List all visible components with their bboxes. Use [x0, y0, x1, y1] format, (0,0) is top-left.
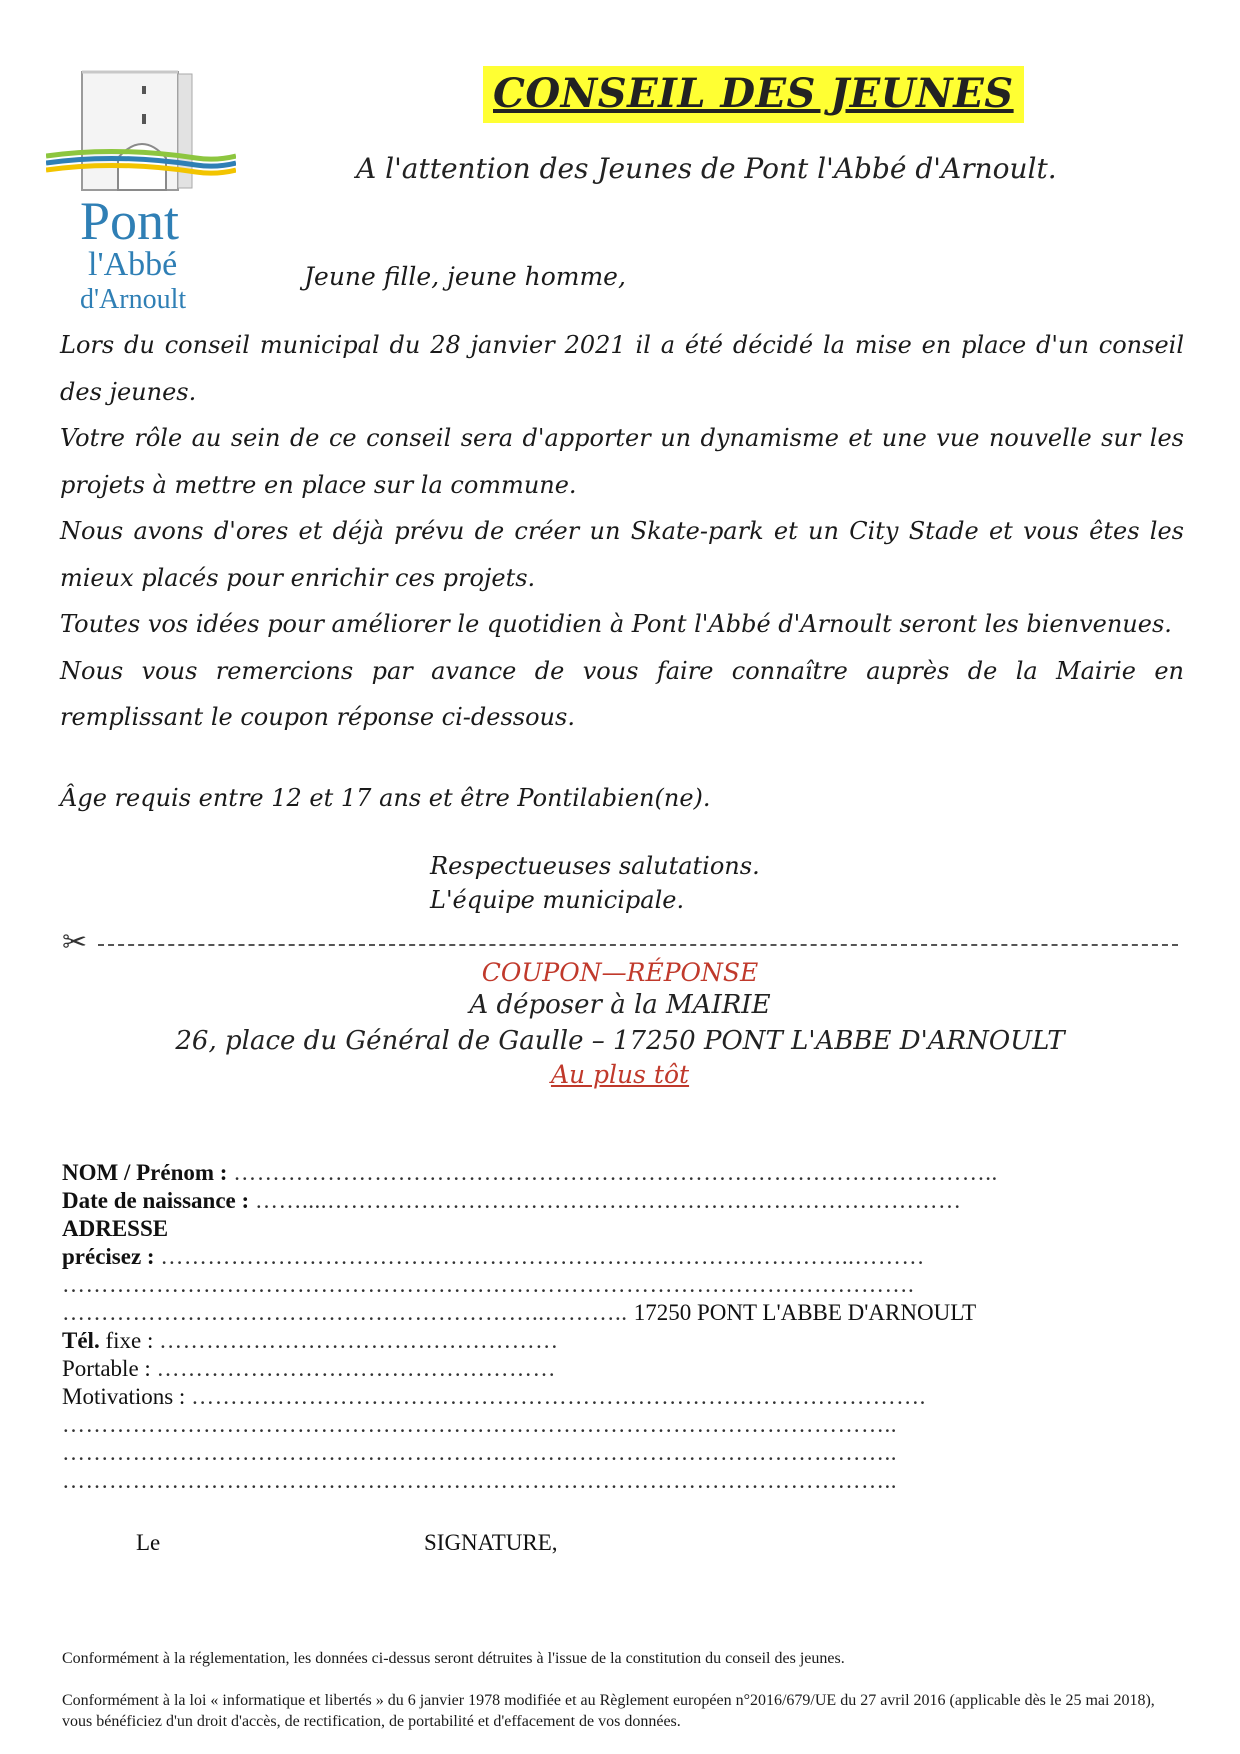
- date-label: Le: [136, 1530, 161, 1555]
- logo-text-abbe: l'Abbé: [88, 246, 178, 283]
- mobile-field[interactable]: ……………………………………………: [156, 1356, 557, 1381]
- letter-paragraph: Nous vous remercions par avance de vous faire connaître auprès de la Mairie en remplissant le coupon réponse ci-dessous.: [60, 656, 1184, 731]
- form-row-phone: [62, 1328, 559, 1354]
- coupon-title: COUPON—RÉPONSE: [481, 958, 759, 987]
- address-field-line2[interactable]: ……………………………………………………………………………………………….: [62, 1272, 915, 1297]
- birthdate-field[interactable]: ……....………………………………………………………………………: [254, 1188, 962, 1213]
- form-row-address: [62, 1244, 925, 1270]
- letter-body: [60, 322, 1184, 741]
- birthdate-label: Date de naissance :: [62, 1188, 250, 1213]
- legal-notice-retention: Conformément à la réglementation, les données ci-dessus seront détruites à l'issue de la constitution du conseil des jeunes.: [62, 1650, 845, 1667]
- phone-field[interactable]: ……………………………………………: [159, 1328, 559, 1353]
- form-row-birthdate: [62, 1188, 961, 1214]
- motivations-field-line3[interactable]: ……………………………………………………………………………………………..: [62, 1440, 897, 1465]
- coupon-address: 26, place du Général de Gaulle – 17250 PONT L'ABBE D'ARNOULT: [175, 1026, 1065, 1056]
- municipality-logo: [46, 62, 236, 322]
- logo-text-arnoult: d'Arnoult: [80, 284, 187, 315]
- legal-notice-gdpr: Conformément à la loi « informatique et libertés » du 6 janvier 1978 modifiée et au Règlement européen n°2016/679/UE du 27 avril 2016 (applicable dès le 25 mai 2018), vous bénéficiez d'un droit d'accès, de rectification, de portabilité et d'effacement de vos données.: [62, 1692, 1155, 1730]
- motivations-field-line2[interactable]: ……………………………………………………………………………………………..: [62, 1412, 897, 1437]
- address-field-line1[interactable]: ……………………………………………………………………………..………: [160, 1244, 925, 1269]
- age-requirement: Âge requis entre 12 et 17 ans et être Pontilabien(ne).: [60, 784, 711, 812]
- letter-paragraph: Lors du conseil municipal du 28 janvier 2021 il a été décidé la mise en place d'un conseil des jeunes.: [60, 331, 1184, 406]
- scissors-icon: ✂: [62, 926, 88, 959]
- motivations-field-line1[interactable]: ………………………………………………………………………………….: [191, 1384, 926, 1409]
- mobile-label: Portable :: [62, 1356, 151, 1381]
- phone-label: fixe :: [99, 1328, 154, 1353]
- coupon-deposit-line: A déposer à la MAIRIE: [469, 990, 771, 1020]
- letter-paragraph: Nous avons d'ores et déjà prévu de créer un Skate-park et un City Stade et vous êtes les mieux placés pour enrichir ces projets.: [60, 517, 1184, 592]
- form-row-mobile: [62, 1356, 556, 1382]
- precisez-label: précisez :: [62, 1244, 155, 1269]
- signature-label: SIGNATURE,: [424, 1530, 558, 1555]
- form-row-name: [62, 1160, 998, 1186]
- document-title: CONSEIL DES JEUNES: [483, 66, 1024, 123]
- motivations-label: Motivations :: [62, 1384, 186, 1409]
- closing-salutation: Respectueuses salutations.: [430, 852, 760, 880]
- coupon-deadline: Au plus tôt: [550, 1060, 690, 1089]
- form-row-address-city: [62, 1300, 976, 1326]
- greeting: Jeune fille, jeune homme,: [304, 262, 626, 291]
- address-label: ADRESSE: [62, 1216, 169, 1241]
- name-label: NOM / Prénom :: [62, 1160, 228, 1185]
- address-city: 17250 PONT L'ABBE D'ARNOULT: [633, 1300, 977, 1325]
- attention-line: A l'attention des Jeunes de Pont l'Abbé d'Arnoult.: [356, 152, 1057, 185]
- phone-label-prefix: Tél.: [62, 1328, 100, 1353]
- logo-text-pont: Pont: [80, 191, 180, 251]
- tower-icon: [46, 62, 236, 202]
- motivations-field-line4[interactable]: ……………………………………………………………………………………………..: [62, 1468, 897, 1493]
- cut-line-divider: [98, 944, 1178, 946]
- address-field-line3[interactable]: ……………………………………………………..………..: [62, 1300, 634, 1325]
- letter-paragraph: Votre rôle au sein de ce conseil sera d'apporter un dynamisme et une vue nouvelle sur les projets à mettre en place sur la commune.: [60, 424, 1184, 499]
- form-row-motivations: [62, 1384, 926, 1410]
- signature-team: L'équipe municipale.: [430, 886, 685, 914]
- name-field[interactable]: ……………………………………………………………………………………..: [233, 1160, 998, 1185]
- letter-paragraph: Toutes vos idées pour améliorer le quotidien à Pont l'Abbé d'Arnoult seront les bienvenues.: [60, 610, 1172, 638]
